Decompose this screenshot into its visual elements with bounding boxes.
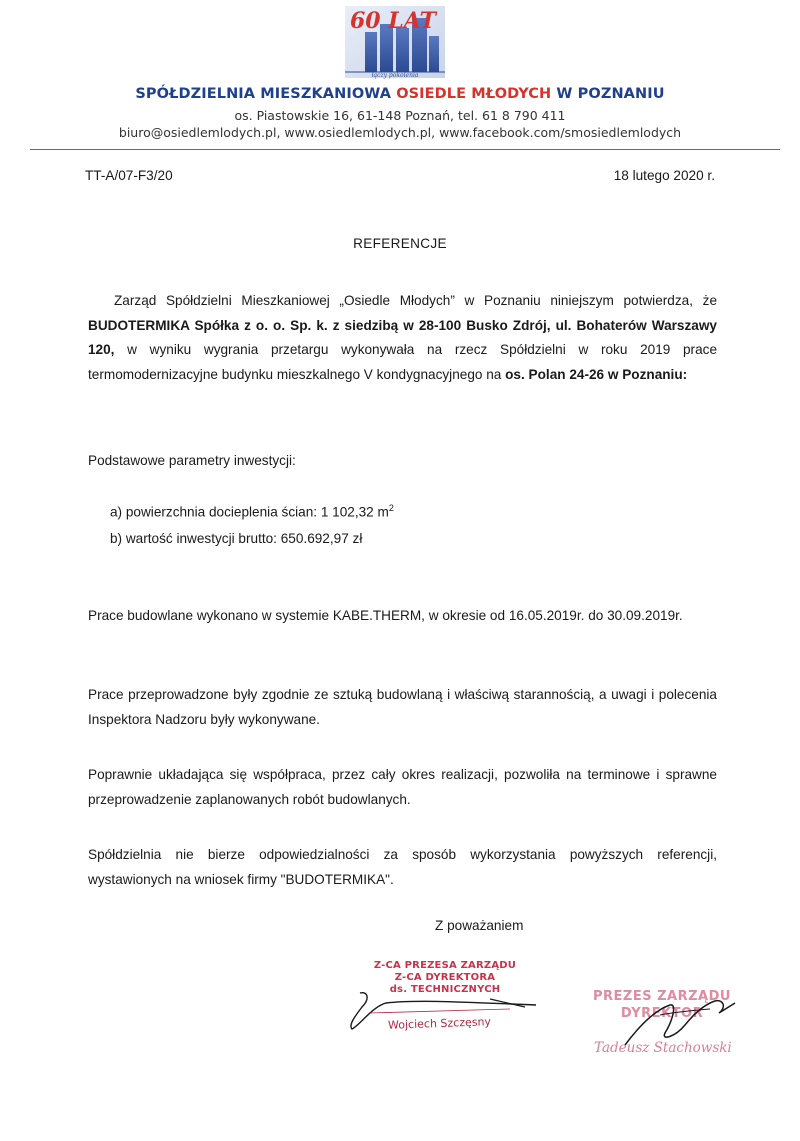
intro-location: os. Polan 24-26 w Poznaniu: xyxy=(505,366,688,382)
organization-name xyxy=(0,86,800,102)
logo-badge: 60 LAT xyxy=(350,8,436,34)
intro-text-1: Zarząd Spółdzielni Mieszkaniowej „Osiedle Młodych” w Poznaniu niniejszym potwierdza, że xyxy=(114,293,717,308)
body-paragraph: Poprawnie układająca się współpraca, przez cały okres realizacji, pozwoliła na terminowe i sprawne przeprowadzenie zaplanowanych robót budowlanych. xyxy=(88,767,717,807)
param-sup: 2 xyxy=(388,503,394,513)
intro-text-2: w wyniku wygrania przetargu wykonywała na rzecz Spółdzielni w roku 2019 prace termomodernizacyjne budynku mieszkalnego V kondygnacyjnego na xyxy=(88,342,717,382)
org-name-part1: SPÓŁDZIELNIA MIESZKANIOWA xyxy=(135,86,397,102)
stamp-president-name: Tadeusz Stachowski xyxy=(594,1040,732,1056)
header-divider xyxy=(30,149,780,150)
stamp-deputy-line2: Z-CA DYREKTORA xyxy=(394,972,496,983)
params-title: Podstawowe parametry inwestycji: xyxy=(88,453,296,468)
org-contacts: biuro@osiedlemlodych.pl, www.osiedlemlodych.pl, www.facebook.com/smosiedlemlodych xyxy=(118,125,682,140)
param-item xyxy=(110,503,394,520)
body-paragraph: Prace budowlane wykonano w systemie KABE.THERM, w okresie od 16.05.2019r. do 30.09.2019r. xyxy=(88,608,683,623)
org-name-highlight: OSIEDLE MŁODYCH xyxy=(396,86,552,102)
param-item xyxy=(110,531,362,546)
intro-company: BUDOTERMIKA Spółka z o. o. Sp. k. z siedzibą w 28-100 Busko Zdrój, ul. Bohaterów Warszawy 120, xyxy=(88,317,717,357)
stamp-president-line1: PREZES ZARZĄDU xyxy=(593,989,731,1004)
document-date: 18 lutego 2020 r. xyxy=(613,168,715,183)
stamp-deputy-line1: Z-CA PREZESA ZARZĄDU xyxy=(373,960,517,971)
param-text: b) wartość inwestycji brutto: 650.692,97 zł xyxy=(110,531,363,546)
intro-paragraph xyxy=(88,289,717,387)
stamp-deputy-name: Wojciech Szczęsny xyxy=(387,1015,492,1032)
stamp-president-line2: DYREKTOR xyxy=(620,1006,704,1021)
body-paragraph: Prace przeprowadzone były zgodnie ze sztuką budowlaną i właściwą starannością, a uwagi i polecenia Inspektora Nadzoru były wykonywane. xyxy=(88,687,717,727)
param-text: a) powierzchnia docieplenia ścian: 1 102,32 m xyxy=(110,504,389,520)
document-reference: TT-A/07-F3/20 xyxy=(85,168,173,183)
body-paragraph: Spółdzielnia nie bierze odpowiedzialności za sposób wykorzystania powyższych referencji, wystawionych na wniosek firmy "BUDOTERMIKA". xyxy=(88,847,717,887)
cooperative-logo xyxy=(345,6,445,82)
closing-phrase: Z poważaniem xyxy=(435,918,524,933)
org-name-part2: W POZNANIU xyxy=(551,86,665,102)
stamp-deputy-line3: ds. TECHNICZNYCH xyxy=(389,984,501,995)
org-address: os. Piastowskie 16, 61-148 Poznań, tel. 61 8 790 411 xyxy=(234,108,566,123)
logo-tagline: łączy pokolenia xyxy=(371,72,419,79)
document-title: REFERENCJE xyxy=(353,236,447,251)
